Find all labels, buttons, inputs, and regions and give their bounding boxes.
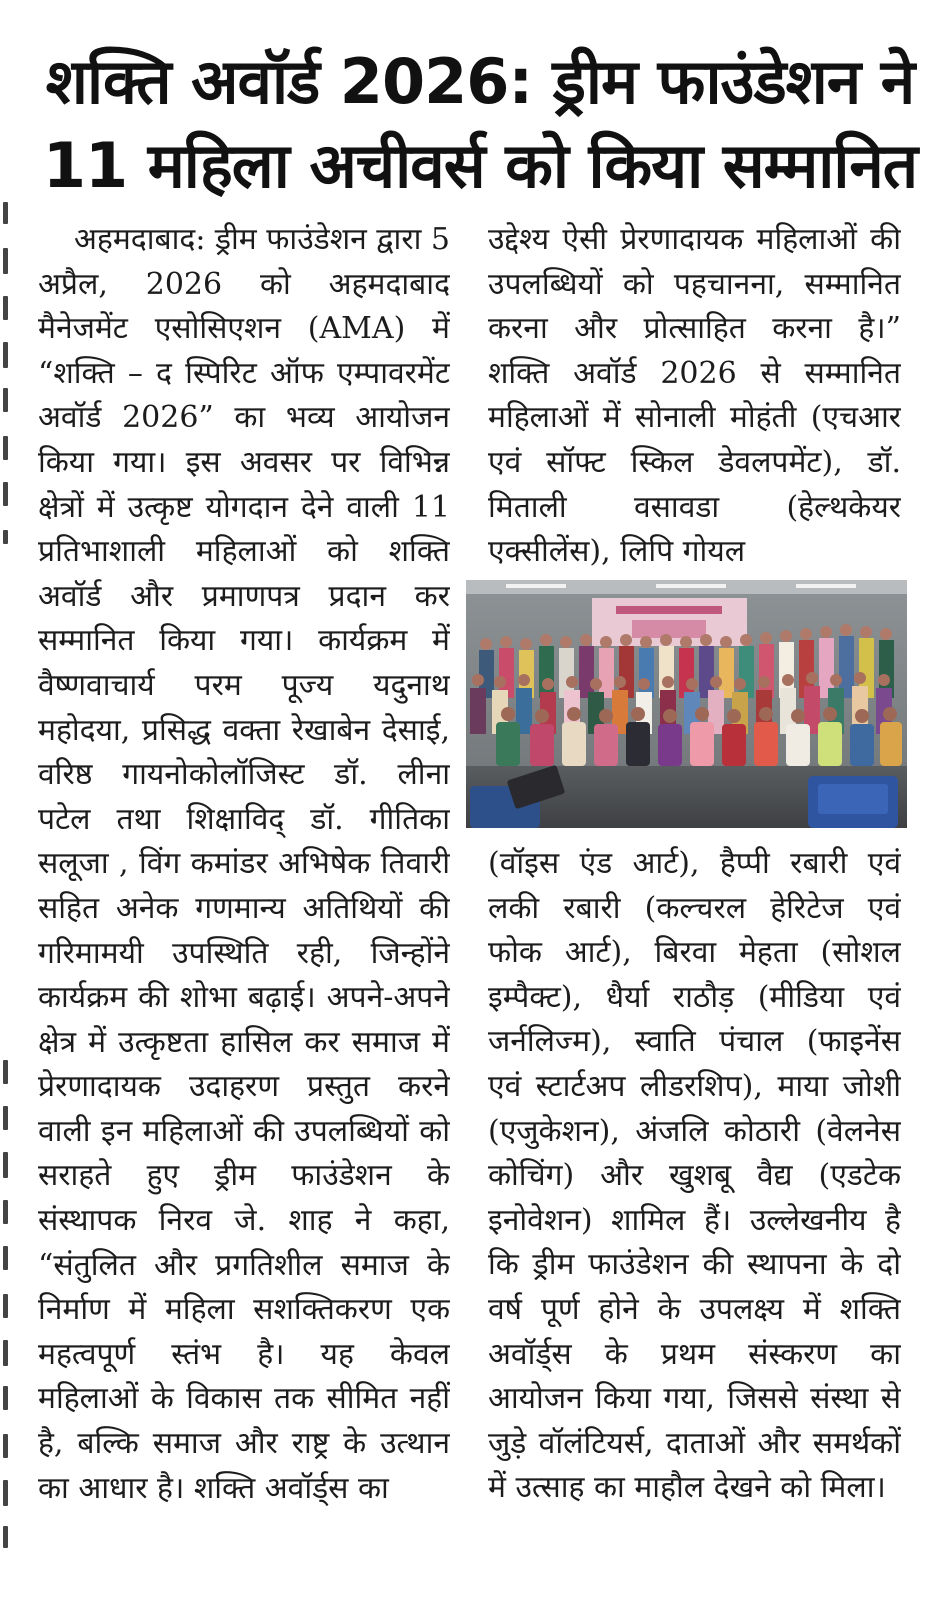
article-body-right-bottom: (वॉइस एंड आर्ट), हैप्पी रबारी एवं लकी रबारी (कल्चरल हेरिटेज एवं फोक आर्ट), बिरवा मेहता (सोशल इम्पैक्ट), धैर्या राठौड़ (मीडिया एवं जर्नलिज्म), स्वाति पंचाल (फाइनेंस एवं स्टार्टअप लीडरशिप), माया जोशी (एजुकेशन), अंजलि कोठारी (वेलनेस कोचिंग) और खुशबू वैद्य (एडटेक इनोवेशन) शामिल हैं। उल्लेखनीय है कि ड्रीम फाउंडेशन की स्थापना के दो वर्ष पूर्ण होने के उपलक्ष्य में शक्ति अवॉर्ड्स के प्रथम संस्करण का आयोजन किया गया, जिससे संस्था से जुड़े वॉलंटियर्स, दाताओं और समर्थकों में उत्साह का माहौल देखने को मिला। (488, 846, 901, 1506)
article-body-right-top: उद्देश्य ऐसी प्रेरणादायक महिलाओं की उपलब्धियों को पहचानना, सम्मानित करना और प्रोत्साहित करना है।” शक्ति अवॉर्ड 2026 से सम्मानित महिलाओं में सोनाली मोहंती (एचआर एवं सॉफ्ट स्किल डेवलपमेंट), डॉ. मिताली वसावडा (हेल्थकेयर एक्सीलेंस), लिपि गोयल (488, 222, 901, 570)
article-body-left: अहमदाबाद: ड्रीम फाउंडेशन द्वारा 5 अप्रैल, 2026 को अहमदाबाद मैनेजमेंट एसोसिएशन (AMA) में “शक्ति – द स्पिरिट ऑफ एम्पावरमेंट अवॉर्ड 2026” का भव्य आयोजन किया गया। इस अवसर पर विभिन्न क्षेत्रों में उत्कृष्ट योगदान देने वाली 11 प्रतिभाशाली महिलाओं को शक्ति अवॉर्ड और प्रमाणपत्र प्रदान कर सम्मानित किया गया। कार्यक्रम में वैष्णवाचार्य परम पूज्य यदुनाथ महोदया, प्रसिद्ध वक्ता रेखाबेन देसाई, वरिष्ठ गायनोकोलॉजिस्ट डॉ. लीना पटेल तथा शिक्षाविद् डॉ. गीतिका सलूजा , विंग कमांडर अभिषेक तिवारी सहित अनेक गणमान्य अतिथियों की गरिमामयी उपस्थिति रही, जिन्होंने कार्यक्रम की शोभा बढ़ाई। अपने-अपने क्षेत्र में उत्कृष्टता हासिल कर समाज में प्रेरणादायक उदाहरण प्रस्तुत करने वाली इन महिलाओं की उपलब्धियों को सराहते हुए ड्रीम फाउंडेशन के संस्थापक निरव जे. शाह ने कहा, “संतुलित और प्रगतिशील समाज के निर्माण में महिला सशक्तिकरण एक महत्वपूर्ण स्तंभ है। यह केवल महिलाओं के विकास तक सीमित नहीं है, बल्कि समाज और राष्ट्र के उत्थान का आधार है। शक्ति अवॉर्ड्स का (38, 222, 450, 1506)
article-column-right-top (488, 218, 901, 578)
article-column-right-bottom (488, 842, 901, 1582)
event-group-photo (466, 580, 907, 828)
headline: शक्ति अवॉर्ड 2026: ड्रीम फाउंडेशन ने 11 महिला अचीवर्स को किया सम्मानित (42, 45, 918, 202)
article-column-left (38, 218, 450, 1588)
adjacent-article-edge (0, 200, 14, 1560)
